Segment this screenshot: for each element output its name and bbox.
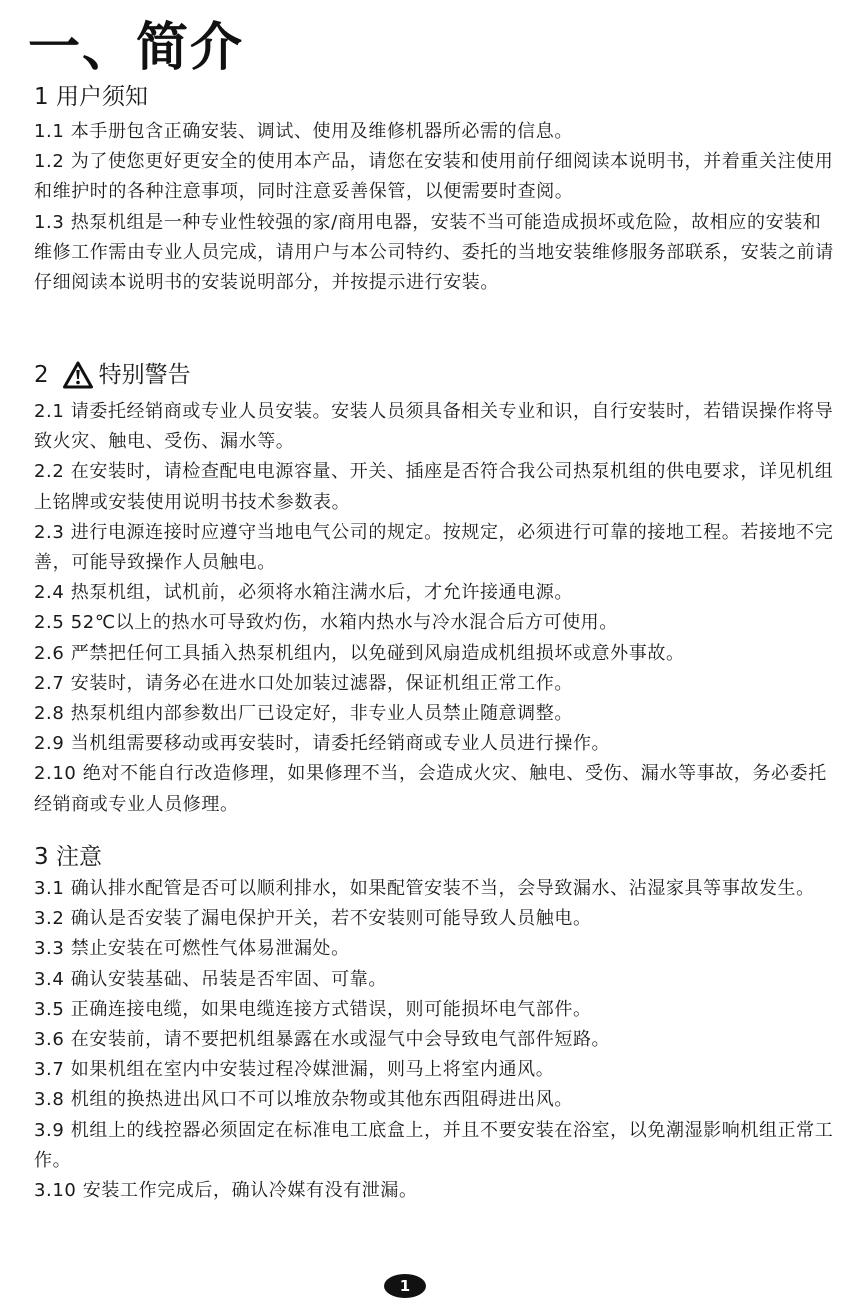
paragraph: 2.9 当机组需要移动或再安装时，请委托经销商或专业人员进行操作。	[34, 733, 611, 755]
paragraph: 3.1 确认排水配管是否可以顺利排水，如果配管安装不当，会导致漏水、沾湿家具等事故发生。	[34, 878, 815, 899]
warning-triangle-icon	[63, 361, 93, 389]
paragraph: 2.5 52℃以上的热水可导致灼伤，水箱内热水与冷水混合后方可使用。	[34, 612, 618, 634]
section-3-body	[34, 874, 834, 1206]
section-1-heading: 1 用户须知	[34, 84, 148, 110]
paragraph: 3.8 机组的换热进出风口不可以堆放杂物或其他东西阻碍进出风。	[34, 1089, 573, 1111]
paragraph: 2.4 热泵机组，试机前，必须将水箱注满水后，才允许接通电源。	[34, 582, 573, 604]
paragraph: 2.3 进行电源连接时应遵守当地电气公司的规定。按规定，必须进行可靠的接地工程。若接地不完善，可能导致操作人员触电。	[34, 521, 834, 574]
paragraph: 2.8 热泵机组内部参数出厂已设定好，非专业人员禁止随意调整。	[34, 703, 573, 725]
paragraph: 2.10 绝对不能自行改造修理，如果修理不当，会造成火灾、触电、受伤、漏水等事故，务必委托经销商或专业人员修理。	[34, 763, 827, 815]
paragraph: 3.2 确认是否安装了漏电保护开关，若不安装则可能导致人员触电。	[34, 908, 592, 930]
chapter-title: 一、简介	[28, 18, 245, 78]
page-number: 1	[384, 1274, 426, 1298]
paragraph: 3.3 禁止安装在可燃性气体易泄漏处。	[34, 938, 350, 960]
paragraph: 3.6 在安装前，请不要把机组暴露在水或湿气中会导致电气部件短路。	[34, 1029, 611, 1051]
paragraph: 3.7 如果机组在室内中安装过程冷媒泄漏，则马上将室内通风。	[34, 1059, 555, 1081]
paragraph: 3.10 安装工作完成后，确认冷媒有没有泄漏。	[34, 1180, 418, 1202]
paragraph: 3.4 确认安装基础、吊装是否牢固、可靠。	[34, 968, 387, 990]
section-1-body	[34, 117, 834, 298]
paragraph: 2.6 严禁把任何工具插入热泵机组内，以免碰到风扇造成机组损坏或意外事故。	[34, 642, 685, 664]
paragraph: 2.2 在安装时，请检查配电电源容量、开关、插座是否符合我公司热泵机组的供电要求，详见机组上铭牌或安装使用说明书技术参数表。	[34, 461, 834, 513]
section-2-title: 特别警告	[98, 362, 191, 388]
paragraph: 1.3 热泵机组是一种专业性较强的家/商用电器，安装不当可能造成损坏或危险，故相应的安装和维修工作需由专业人员完成，请用户与本公司特约、委托的当地安装维修服务部联系，安装之前请仔细阅读本说明书的安装说明部分，并按提示进行安装。	[34, 211, 834, 294]
paragraph: 3.5 正确连接电缆，如果电缆连接方式错误，则可能损坏电气部件。	[34, 998, 592, 1020]
section-2-heading	[34, 360, 191, 390]
section-2-body	[34, 397, 834, 820]
section-2-number: 2	[34, 362, 49, 388]
paragraph: 2.7 安装时，请务必在进水口处加装过滤器，保证机组正常工作。	[34, 672, 573, 694]
paragraph: 2.1 请委托经销商或专业人员安装。安装人员须具备相关专业和识，自行安装时，若错误操作将导致火灾、触电、受伤、漏水等。	[34, 401, 834, 453]
paragraph: 3.9 机组上的线控器必须固定在标准电工底盒上，并且不要安装在浴室，以免潮湿影响机组正常工作。	[34, 1119, 834, 1171]
paragraph: 1.2 为了使您更好更安全的使用本产品，请您在安装和使用前仔细阅读本说明书，并着重关注使用和维护时的各种注意事项，同时注意妥善保管，以便需要时查阅。	[34, 151, 834, 203]
paragraph: 1.1 本手册包含正确安装、调试、使用及维修机器所必需的信息。	[34, 121, 573, 142]
section-3-heading: 3 注意	[34, 844, 102, 870]
